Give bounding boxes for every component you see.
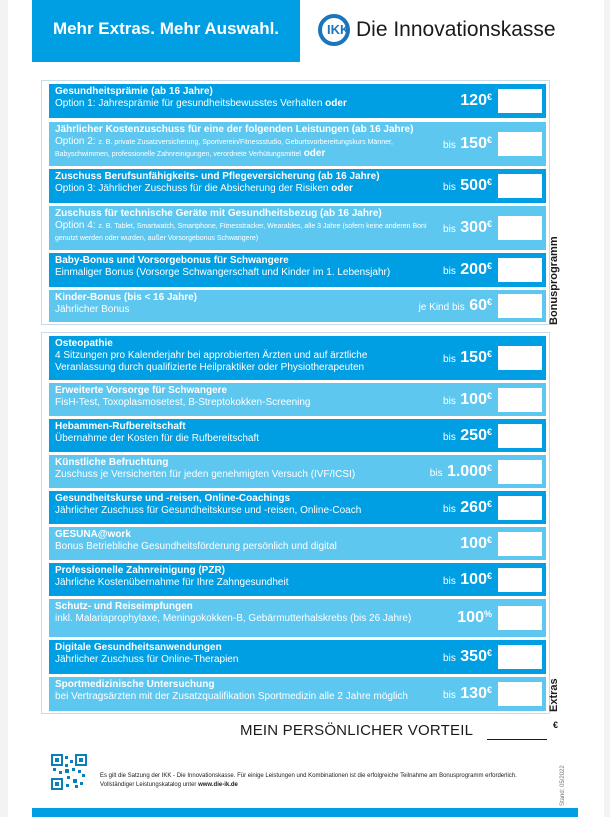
row-desc: Jährlicher Zuschuss für Online-Therapien (55, 654, 239, 665)
row-amount (460, 92, 492, 110)
amount-unit: € (486, 498, 492, 509)
bonus-row (49, 290, 546, 322)
row-desc: Option 2: (55, 136, 96, 147)
logo (318, 12, 556, 48)
row-or: oder (303, 148, 326, 159)
extras-row (49, 677, 546, 711)
row-title: Künstliche Befruchtung (55, 457, 169, 468)
row-title: Hebammen-Rufbereitschaft (55, 421, 186, 432)
amount-prefix: bis (443, 653, 456, 664)
amount-value: 100 (460, 390, 487, 408)
extras-row (49, 336, 546, 380)
extras-row (49, 640, 546, 674)
checkbox-field[interactable] (498, 216, 542, 240)
bonus-section-label: Bonusprogramm (548, 236, 560, 325)
row-small: z. B. Tablet, Smartwatch, Smartphone, Fitnesstracker, Wearables, alle 3 Jahre (sofern keine anderen Boni genutzt werden oder wurden, außer Vorsorgebonus Schwangere) (55, 223, 427, 242)
amount-value: 150 (460, 135, 487, 152)
amount-unit: € (486, 219, 492, 229)
tagline: Mehr Extras. Mehr Auswahl. (52, 19, 280, 38)
footer-bar (32, 808, 578, 817)
bonus-side (548, 190, 570, 325)
footnote-link[interactable]: www.die-ik.de (198, 782, 238, 788)
amount-value: 350 (460, 648, 487, 665)
logo-mark-text: IKK (327, 22, 350, 37)
row-title: Baby-Bonus und Vorsorgebonus für Schwangere (55, 255, 289, 266)
checkbox-field[interactable] (498, 532, 542, 556)
amount-prefix: bis (443, 503, 456, 515)
amount-value: 1.000 (446, 462, 487, 480)
amount-unit: € (486, 177, 492, 187)
qr-code-icon (51, 754, 87, 790)
amount-prefix: bis (443, 354, 456, 365)
row-amount (443, 648, 492, 666)
row-amount (443, 261, 492, 279)
amount-unit: € (486, 92, 492, 102)
row-desc: Jährlicher Zuschuss für Gesundheitskurse und -reisen, Online-Coach (55, 505, 362, 516)
amount-prefix: bis (443, 224, 456, 235)
row-title: Zuschuss Berufsunfähigkeits- und Pflegeversicherung (ab 16 Jahre) (55, 171, 380, 182)
checkbox-field[interactable] (498, 424, 542, 448)
row-desc: bei Vertragsärzten mit der Zusatzqualifikation Sportmedizin alle 2 Jahre möglich (55, 691, 408, 702)
row-desc: Einmaliger Bonus (Vorsorge Schwangerschaft und Kinder im 1. Lebensjahr) (55, 267, 391, 278)
amount-unit: € (486, 297, 492, 307)
amount-prefix: bis (443, 182, 456, 193)
amount-value: 200 (460, 261, 487, 278)
amount-prefix: je Kind bis (418, 302, 465, 313)
amount-prefix: bis (443, 575, 456, 587)
extras-row (49, 563, 546, 596)
extras-row (49, 455, 546, 488)
row-amount (443, 219, 492, 237)
amount-value: 150 (460, 349, 487, 366)
row-desc: Option 1: Jahresprämie für gesundheitsbewusstes Verhalten (55, 98, 323, 109)
amount-unit: € (486, 570, 492, 581)
row-desc: Option 3: Jährlicher Zuschuss für die Absicherung der Risiken (55, 183, 329, 194)
row-desc: Option 4: (55, 220, 96, 231)
row-desc: Zuschuss je Versicherten für jeden genehmigten Versuch (IVF/ICSI) (55, 469, 356, 480)
extras-row (49, 419, 546, 452)
row-title: Jährlicher Kostenzuschuss für eine der folgenden Leistungen (ab 16 Jahre) (55, 124, 414, 135)
amount-value: 300 (460, 219, 487, 236)
extras-row (49, 599, 546, 637)
row-amount (443, 349, 492, 367)
row-amount (443, 571, 492, 589)
row-small: z. B. private Zusatzversicherung, Sportverein/Fitnessstudio, Geburtsvorbereitungskurs Männer, Babyschwimmen, professionelle Zahnreinigungen, verordnete Verhütungsmittel (55, 139, 393, 158)
amount-prefix: bis (443, 140, 456, 151)
row-title: GESUNA@work (55, 529, 131, 540)
extras-row (49, 383, 546, 416)
amount-prefix: bis (443, 266, 456, 277)
amount-value: 100 (457, 609, 484, 626)
row-amount (443, 499, 492, 517)
footnote-text: Es gilt die Satzung der IKK - Die Innovationskasse. Für einige Leistungen und Kombinationen ist die erfolgreiche Teilnahme am Bonusprogramm erforderlich. Vollständiger Leistungskatalog unter (100, 773, 517, 788)
row-desc: Jährlicher Bonus (55, 304, 130, 315)
amount-unit: % (483, 609, 492, 619)
ikk-logo-icon (318, 14, 350, 46)
extras-section-label: Extras (548, 678, 560, 712)
extras-row (49, 491, 546, 524)
row-amount (457, 609, 492, 627)
bonus-row (49, 122, 546, 166)
amount-unit: € (486, 648, 492, 658)
amount-unit: € (486, 135, 492, 145)
amount-unit: € (486, 390, 492, 401)
row-title: Osteopathie (55, 338, 113, 349)
checkbox-field[interactable] (498, 174, 542, 198)
bonus-row (49, 206, 546, 250)
row-title: Professionelle Zahnreinigung (PZR) (55, 565, 226, 576)
checkbox-field[interactable] (498, 89, 542, 113)
amount-unit: € (486, 261, 492, 271)
row-amount (443, 177, 492, 195)
extras-side (548, 640, 570, 712)
row-or: oder (325, 98, 347, 109)
checkbox-field[interactable] (498, 606, 542, 630)
row-title: Digitale Gesundheitsanwendungen (55, 642, 222, 653)
row-amount (443, 685, 492, 703)
amount-prefix: bis (443, 395, 456, 407)
row-or: oder (331, 183, 353, 194)
bonus-row (49, 84, 546, 118)
amount-prefix: bis (443, 431, 456, 443)
row-title: Zuschuss für technische Geräte mit Gesundheitsbezug (ab 16 Jahre) (55, 208, 382, 219)
checkbox-field[interactable] (498, 496, 542, 520)
stand-text: Stand: 05/2022 (560, 765, 566, 806)
row-title: Schutz- und Reiseimpfungen (55, 601, 193, 612)
amount-value: 120 (460, 92, 487, 109)
amount-value: 500 (460, 177, 487, 194)
row-amount (430, 463, 492, 481)
bonus-row (49, 169, 546, 203)
row-amount (419, 297, 492, 315)
row-desc: Jährliche Kostenübernahme für Ihre Zahngesundheit (55, 577, 289, 588)
checkbox-field[interactable] (498, 346, 542, 370)
row-title: Gesundheitsprämie (ab 16 Jahre) (55, 86, 213, 97)
row-desc: Übernahme der Kosten für die Rufbereitschaft (55, 433, 259, 444)
amount-prefix: bis (429, 467, 443, 479)
row-amount (443, 391, 492, 409)
row-title: Kinder-Bonus (bis < 16 Jahre) (55, 292, 197, 303)
amount-value: 130 (460, 685, 487, 702)
checkbox-field[interactable] (498, 294, 542, 318)
row-amount (443, 427, 492, 445)
amount-unit: € (486, 685, 492, 695)
bonus-row (49, 253, 546, 287)
amount-value: 100 (460, 534, 487, 552)
row-desc: FisH-Test, Toxoplasmosetest, B-Streptokokken-Screening (55, 397, 311, 408)
row-title: Gesundheitskurse und -reisen, Online-Coachings (55, 493, 291, 504)
amount-unit: € (486, 462, 492, 473)
amount-unit: € (486, 534, 492, 545)
row-title: Erweiterte Vorsorge für Schwangere (55, 385, 228, 396)
amount-value: 250 (460, 426, 487, 444)
header-banner (32, 0, 300, 62)
amount-unit: € (486, 426, 492, 437)
logo-name: Die Innovationskasse (356, 18, 556, 41)
checkbox-field[interactable] (498, 258, 542, 282)
amount-unit: € (486, 349, 492, 359)
row-desc: Bonus Betriebliche Gesundheitsförderung persönlich und digital (55, 541, 337, 552)
row-title: Sportmedizinische Untersuchung (55, 679, 215, 690)
checkbox-field[interactable] (498, 568, 542, 592)
amount-prefix: bis (443, 690, 456, 701)
checkbox-field[interactable] (498, 682, 542, 706)
amount-value: 260 (460, 498, 487, 516)
checkbox-field[interactable] (498, 132, 542, 156)
total-unit: € (553, 720, 559, 730)
row-amount (443, 135, 492, 153)
row-amount (460, 535, 492, 553)
checkbox-field[interactable] (498, 460, 542, 484)
total-label: MEIN PERSÖNLICHER VORTEIL (240, 722, 474, 739)
extras-row (49, 527, 546, 560)
row-desc: inkl. Malariaprophylaxe, Meningokokken-B, Gebärmutterhalskrebs (bis 26 Jahre) (55, 613, 412, 624)
checkbox-field[interactable] (498, 388, 542, 412)
checkbox-field[interactable] (498, 645, 542, 669)
total-input-line[interactable] (487, 739, 547, 740)
footnote (100, 772, 530, 790)
stand-note (560, 746, 572, 806)
amount-value: 100 (460, 570, 487, 588)
row-desc: 4 Sitzungen pro Kalenderjahr bei approbierten Ärzten und auf ärztliche Veranlassung durch qualifizierte Heilpraktiker oder Physiotherapeuten (55, 350, 368, 373)
amount-value: 60 (469, 297, 487, 314)
